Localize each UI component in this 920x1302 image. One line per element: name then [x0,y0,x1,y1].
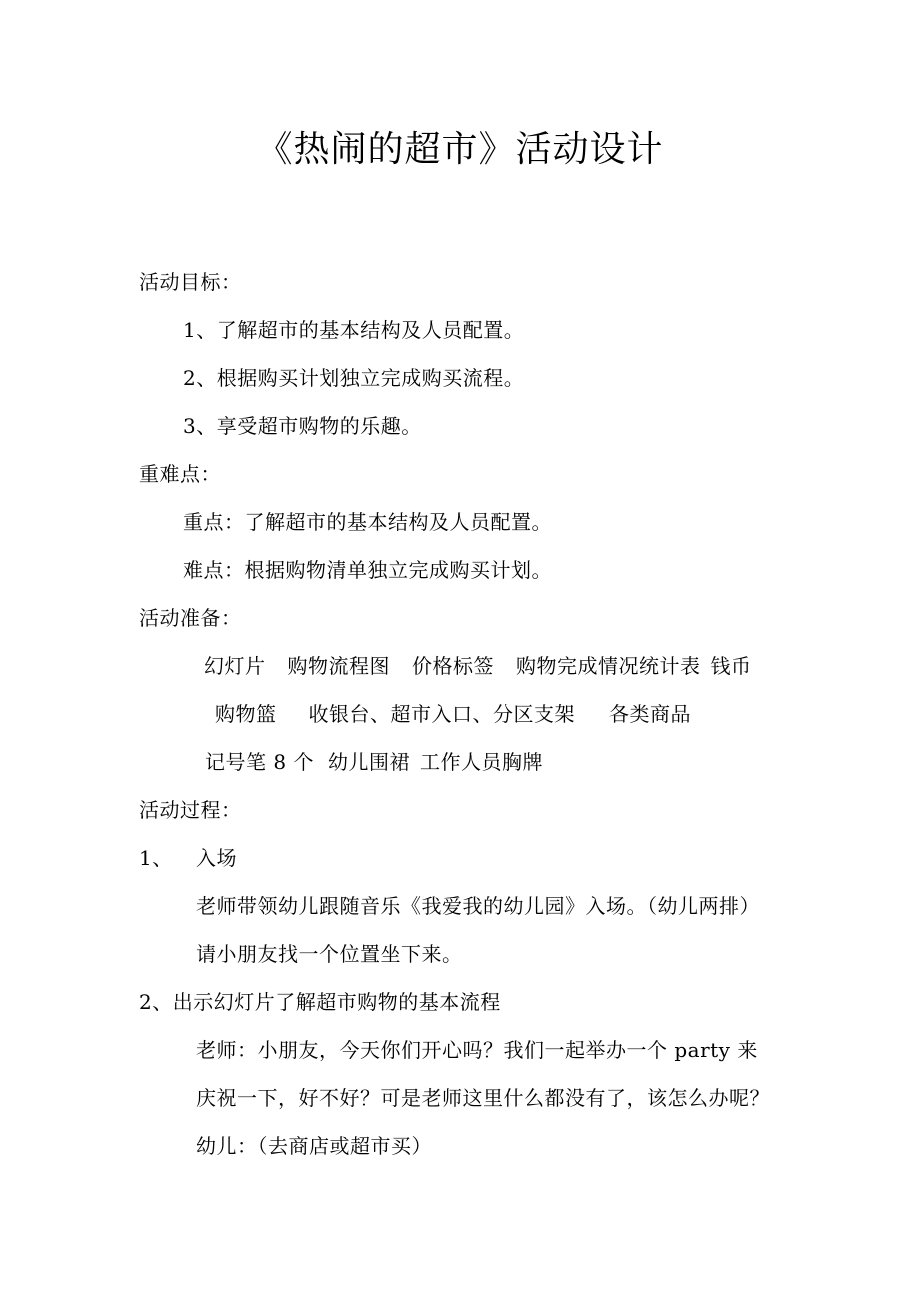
process-heading: 活动过程： [139,798,242,822]
prep-item: 钱币 [710,654,752,678]
step-1-number: 1、 [139,846,173,870]
prep-item: 购物流程图 [287,654,390,678]
preparation-heading: 活动准备： [139,606,242,630]
preparation-row-1 [204,652,752,680]
prep-item: 工作人员胸牌 [419,750,543,774]
preparation-row-3 [205,748,543,776]
step-1-title: 入场 [196,846,237,870]
step-2-line-1: 老师：小朋友，今天你们开心吗？我们一起举办一个 party 来 [196,1038,758,1062]
step-2-title: 2、出示幻灯片了解超市购物的基本流程 [139,990,501,1014]
step-2-line-2: 庆祝一下，好不好？可是老师这里什么都没有了，该怎么办呢？ [196,1086,770,1110]
prep-item: 购物篮 [215,702,277,726]
difficulty-point: 难点：根据购物清单独立完成购买计划。 [183,558,552,582]
prep-item: 记号笔 8 个 [205,750,314,774]
step-2-line-3: 幼儿：（去商店或超市买） [196,1134,432,1158]
step-1-line-2: 请小朋友找一个位置坐下来。 [196,942,463,966]
prep-item: 收银台、超市入口、分区支架 [308,702,575,726]
key-point: 重点：了解超市的基本结构及人员配置。 [183,510,552,534]
prep-item: 各类商品 [609,702,691,726]
goals-heading: 活动目标： [139,270,242,294]
goal-item-2: 2、根据购买计划独立完成购买流程。 [183,366,525,390]
goal-item-3: 3、享受超市购物的乐趣。 [183,414,422,438]
prep-item: 购物完成情况统计表 [516,654,701,678]
preparation-row-2 [215,700,691,728]
prep-item: 幼儿围裙 [327,750,410,774]
prep-item: 幻灯片 [204,654,266,678]
step-1-line-1: 老师带领幼儿跟随音乐《我爱我的幼儿园》入场。（幼儿两排） [196,894,760,918]
prep-item: 价格标签 [412,654,494,678]
key-points-heading: 重难点： [139,462,221,486]
document-title: 《热闹的超市》活动设计 [256,129,664,170]
goal-item-1: 1、了解超市的基本结构及人员配置。 [183,318,525,342]
